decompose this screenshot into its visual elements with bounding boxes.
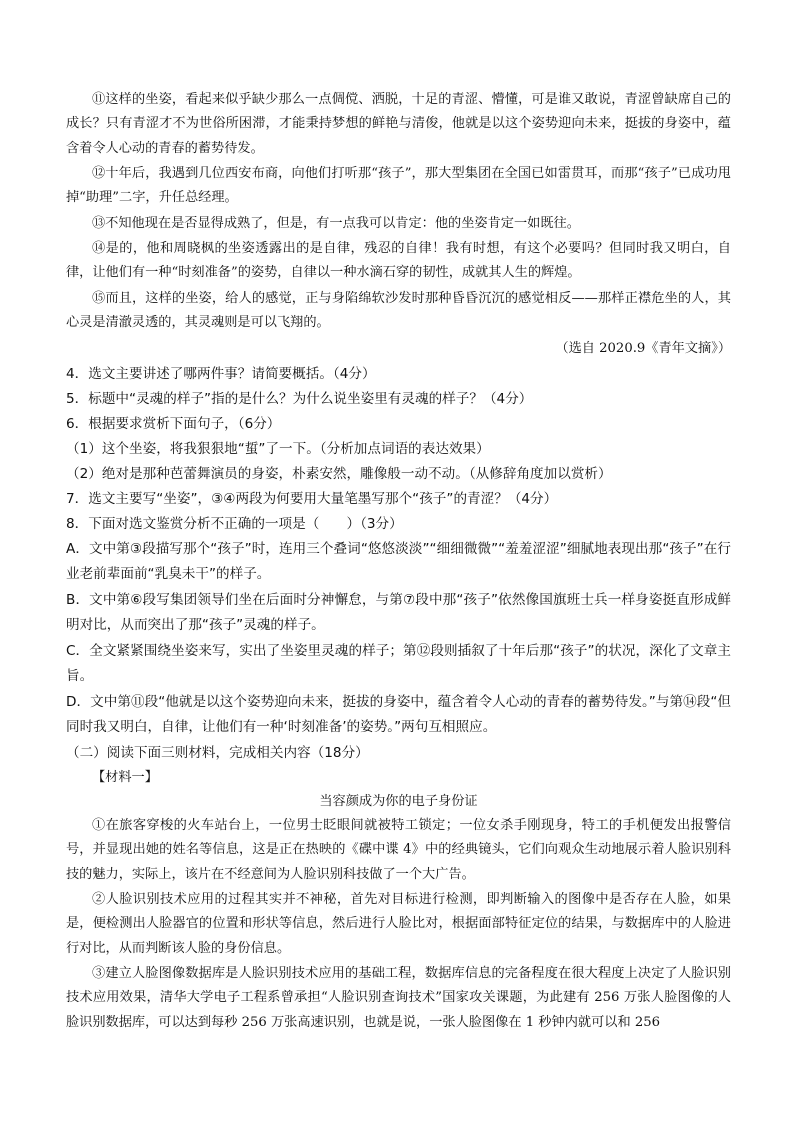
material-1-paragraph-2: ②人脸识别技术应用的过程其实并不神秘，首先对目标进行检测，即判断输入的图像中是否存在人脸，如果是，便检测出人脸器官的位置和形状等信息，然后进行人脸比对，根据面部特征定位的结果，与数据库中的人脸进行对比，从而判断该人脸的身份信息。 <box>66 892 731 956</box>
material-1-paragraph-1: ①在旅客穿梭的火车站台上，一位男士眨眼间就被特工锁定；一位女杀手刚现身，特工的手机便发出报警信号，并显现出她的姓名等信息，这是正在热映的《碟中谍 4》中的经典镜头，它们向观众生动地展示着人脸识别科技的魅力，实际上，该片在不经意间为人脸识别科技做了一个大广告。 <box>66 818 731 882</box>
option-a: A．文中第③段描写那个“孩子”时，连用三个叠词“悠悠淡淡”“细细微微”“羞羞涩涩”细腻地表现出那“孩子”在行业老前辈面前“乳臭未干”的样子。 <box>66 541 731 583</box>
passage-paragraph-14: ⑭是的，他和周晓枫的坐姿透露出的是自律，残忍的自律！我有时想，有这个必要吗？但同时我又明白，自律，让他们有一种“时刻准备”的姿势，自律以一种水滴石穿的韧性，成就其人生的辉煌。 <box>66 241 731 281</box>
question-6: 6．根据要求赏析下面句子，（6分） <box>66 416 281 432</box>
article-title: 当容颜成为你的电子身份证 <box>319 794 478 809</box>
question-4: 4．选文主要讲述了哪两件事？请简要概括。（4分） <box>66 366 376 382</box>
question-6-part-1: （1）这个坐姿，将我狠狠地“蜇”了一下。（分析加点词语的表达效果） <box>66 441 490 457</box>
question-8: 8．下面对选文鉴赏分析不正确的一项是（ ）（3分） <box>66 516 403 532</box>
option-b: B．文中第⑥段写集团领导们坐在后面时分神懈怠，与第⑦段中那“孩子”依然像国旗班士兵一样身姿挺直形成鲜明对比，从而突出了那“孩子”灵魂的样子。 <box>66 592 731 634</box>
passage-paragraph-11: ⑪这样的坐姿，看起来似乎缺少那么一点倜傥、洒脱，十足的青涩、懵懂，可是谁又敢说，青涩曾缺席自己的成长？只有青涩才不为世俗所困滞，才能秉持梦想的鲜艳与清俊，他就是以这个姿势迎向未来，挺拔的身姿中，蕴含着令人心动的青春的蓄势待发。 <box>66 92 731 156</box>
passage-paragraph-15: ⑮而且，这样的坐姿，给人的感觉，正与身陷绵软沙发时那种昏昏沉沉的感觉相反——那样正襟危坐的人，其心灵是清澈灵透的，其灵魂则是可以飞翔的。 <box>66 291 731 331</box>
section-2-heading: （二）阅读下面三则材料，完成相关内容（18分） <box>66 745 369 761</box>
question-6-part-2: （2）绝对是那种芭蕾舞演员的身姿，朴素安然，雕像般一动不动。（从修辞角度加以赏析） <box>66 466 612 482</box>
question-7: 7．选文主要写“坐姿”，③④两段为何要用大量笔墨写那个“孩子”的青涩？（4分） <box>66 491 558 507</box>
material-1-label: 【材料一】 <box>92 770 158 785</box>
material-1-paragraph-3: ③建立人脸图像数据库是人脸识别技术应用的基础工程，数据库信息的完备程度在很大程度上决定了人脸识别技术应用效果，清华大学电子工程系曾承担“人脸识别查询技术”国家攻关课题，为此建有 256 万张人脸图像的人脸识别数据库，可以达到每秒 256 万张高速识别，也就是说，一张人脸图像在 1 秒钟内就可以和 256 <box>66 966 731 1030</box>
passage-paragraph-12: ⑫十年后，我遇到几位西安布商，向他们打听那“孩子”，那大型集团在全国已如雷贯耳，而那“孩子”已成功甩掉“助理”二字，升任总经理。 <box>66 166 731 206</box>
option-c: C．全文紧紧围绕坐姿来写，实出了坐姿里灵魂的样子；第⑫段则插叙了十年后那“孩子”的状况，深化了文章主旨。 <box>66 643 731 685</box>
passage-source: （选自 2020.9《青年文摘》） <box>555 341 731 356</box>
question-5: 5．标题中“灵魂的样子”指的是什么？为什么说坐姿里有灵魂的样子？（4分） <box>66 391 533 407</box>
passage-paragraph-13: ⑬不知他现在是否显得成熟了，但是，有一点我可以肯定：他的坐姿肯定一如既往。 <box>92 216 580 231</box>
option-d: D．文中第⑪段“他就是以这个姿势迎向未来，挺拔的身姿中，蕴含着令人心动的青春的蓄势待发。”与第⑭段“但同时我又明白，自律，让他们有一种‘时刻准备’的姿势。”两句互相照应。 <box>66 694 731 736</box>
